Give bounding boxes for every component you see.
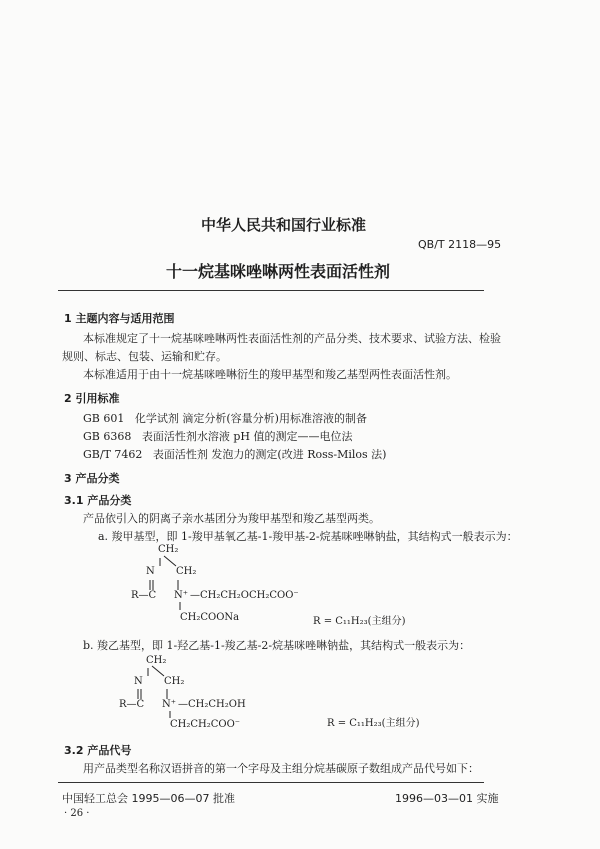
formula-a-chain: —CH₂CH₂OCH₂COO⁻: [190, 590, 299, 601]
reference-text: 表面活性剂 发泡力的测定(改进 Ross-Milos 法): [152, 448, 387, 461]
section-1-para-line1: 本标准规定了十一烷基咪唑啉两性表面活性剂的产品分类、技术要求、试验方法、检验: [83, 332, 501, 345]
formula-b-r-c: R—C: [119, 699, 145, 710]
formula-a-ch2-top: CH₂: [158, 544, 179, 555]
formula-b-r-definition: R = C₁₁H₂₃(主组分): [327, 718, 420, 729]
formula-a-n: N: [146, 566, 155, 577]
reference-text: 化学试剂 滴定分析(容量分析)用标准溶液的制备: [134, 412, 367, 425]
formula-b-ch2coo: CH₂CH₂COO⁻: [170, 719, 241, 730]
standard-code: QB/T 2118—95: [418, 238, 502, 251]
formula-a-ch2-right: CH₂: [176, 566, 197, 577]
item-a-text: a. 羧甲基型，即 1-羧甲基氧乙基-1-羧甲基-2-烷基咪唑啉钠盐，其结构式一般表示为：: [98, 530, 518, 543]
section-3-heading: 3 产品分类: [64, 472, 120, 485]
section-3-2-text: 用产品类型名称汉语拼音的第一个字母及主组分烷基碳原子数组成产品代号如下：: [83, 762, 479, 775]
formula-a-ch2coona: CH₂COONa: [180, 612, 240, 623]
reference-code: GB 6368: [83, 430, 132, 443]
formula-b-ch2-right: CH₂: [164, 676, 185, 687]
formula-b-n-plus: N⁺: [162, 699, 177, 710]
issuer-title: 中华人民共和国行业标准: [201, 216, 367, 234]
reference-code: GB/T 7462: [83, 448, 143, 461]
section-3-1-text: 产品依引入的阴离子亲水基团分为羧甲基型和羧乙基型两类。: [83, 512, 380, 525]
reference-code: GB 601: [83, 412, 125, 425]
page-number: · 26 ·: [64, 808, 90, 819]
footer-rule: [58, 782, 484, 783]
approval-date: 中国轻工总会 1995—06—07 批准: [62, 792, 235, 805]
formula-b-chain: —CH₂CH₂OH: [178, 699, 246, 710]
formula-b-n: N: [134, 676, 143, 687]
formula-a-r-definition: R = C₁₁H₂₃(主组分): [313, 616, 406, 627]
section-2-heading: 2 引用标准: [64, 392, 120, 405]
section-3-1-heading: 3.1 产品分类: [64, 494, 132, 507]
section-3-2-heading: 3.2 产品代号: [64, 744, 132, 757]
section-1-para-2: 本标准适用于由十一烷基咪唑啉衍生的羧甲基型和羧乙基型两性表面活性剂。: [83, 368, 457, 381]
section-1-heading: 1 主题内容与适用范围: [64, 312, 175, 325]
section-1-para-line2: 规则、标志、包装、运输和贮存。: [62, 350, 227, 363]
item-b-text: b. 羧乙基型，即 1-羟乙基-1-羧乙基-2-烷基咪唑啉钠盐，其结构式一般表示为：: [83, 639, 471, 652]
reference-text: 表面活性剂水溶液 pH 值的测定——电位法: [141, 430, 353, 443]
formula-b-ch2-top: CH₂: [146, 655, 167, 666]
document-title: 十一烷基咪唑啉两性表面活性剂: [166, 262, 391, 281]
formula-a-r-c: R—C: [131, 590, 157, 601]
formula-a-n-plus: N⁺: [174, 590, 189, 601]
implementation-date: 1996—03—01 实施: [395, 792, 499, 805]
